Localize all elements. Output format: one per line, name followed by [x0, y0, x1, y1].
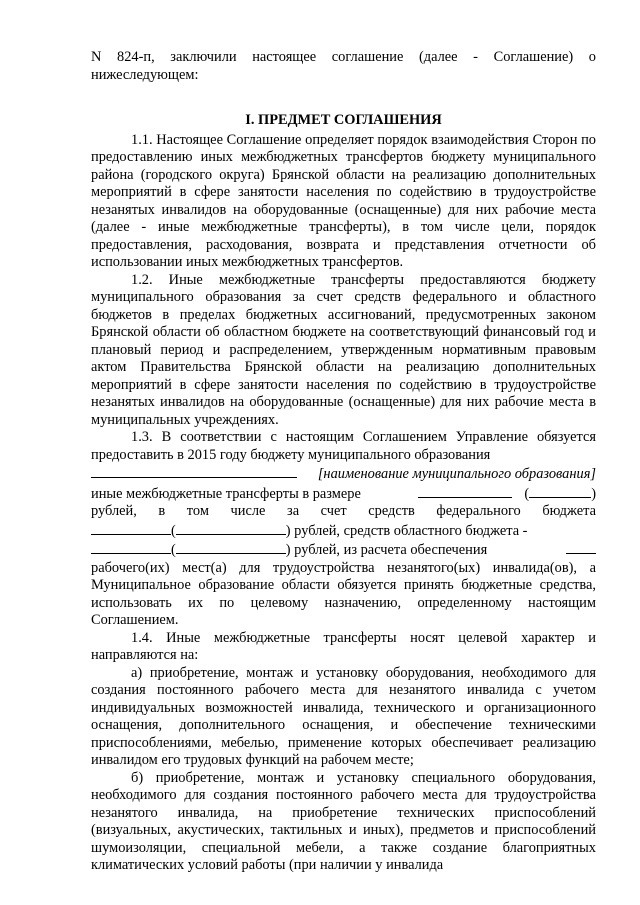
federal-words-blank — [176, 521, 286, 535]
section-heading: I. ПРЕДМЕТ СОГЛАШЕНИЯ — [245, 112, 442, 128]
clause-1-3-lead: 1.3. В соответствии с настоящим Соглашением Управление обязуется предоставить в 2015 году бюджету муниципального образования — [91, 429, 596, 463]
regional-amount-blank — [91, 540, 171, 554]
amount-words-blank — [529, 484, 591, 498]
clause-1-3-federal-row: ( ) рублей, средств областного бюджета - — [91, 521, 596, 541]
clause-1-3-regional-row: ( ) рублей, из расчета обеспечения — [91, 540, 596, 560]
amount-blank — [418, 484, 512, 498]
clause-1-3-rest: рабочего(их) мест(а) для трудоустройства незанятого(ых) инвалида(ов), а Муниципальное образование области обязуется принять бюджетные средства, использовать их по целевому назначению, определенному настоящим Соглашением. — [91, 559, 596, 628]
regional-words-blank — [176, 540, 286, 554]
workplaces-blank — [566, 540, 596, 554]
calc-label: ) рублей, из расчета обеспечения — [285, 542, 488, 558]
amount-label: иные межбюджетные трансферты в размере — [91, 485, 361, 502]
clause-1-4-item-b: б) приобретение, монтаж и установку специального оборудования, необходимого для создания постоянного рабочего места для трудоустройства незанятого инвалида, на приобретение технических приспособлений (визуальных, акустических, тактильных и иных), предметов и приспособлений шумоизоляции, специальной мебели, а также создание благоприятных климатических условий работы (при наличии у инвалида — [91, 769, 596, 873]
municipality-blank — [91, 464, 297, 478]
clause-1-1: 1.1. Настоящее Соглашение определяет порядок взаимодействия Сторон по предоставлению иных межбюджетных трансфертов бюджету муниципального района (городского округа) Брянской области на реализацию дополнительных мероприятий в сфере занятости населения по содействию в трудоустройстве незанятых инвалидов на оборудованные (оснащенные) для них рабочие места (далее - иные межбюджетные трансферты), в том числе цели, порядок предоставления, расходования, возврата и представления отчетности об использовании иных межбюджетных трансфертов. — [91, 131, 596, 270]
intro-paragraph: N 824-п, заключили настоящее соглашение (далее - Соглашение) о нижеследующем: — [91, 49, 596, 83]
federal-line: рублей, в том числе за счет средств федерального бюджета — [91, 503, 596, 519]
municipality-placeholder: [наименование муниципального образования] — [317, 466, 596, 482]
clause-1-2: 1.2. Иные межбюджетные трансферты предоставляются бюджету муниципального образования за счет средств федерального и областного бюджетов в пределах бюджетных ассигнований, предусмотренных законом Брянской области об областном бюджете на соответствующий финансовый год и плановый период и распределением, утвержденным нормативным правовым актом Правительства Брянской области на реализацию дополнительных мероприятий в сфере занятости населения по содействию в трудоустройстве незанятых инвалидов на оборудованные (оснащенные) для них рабочие места в муниципальных учреждениях. — [91, 271, 596, 428]
regional-label: ) рублей, средств областного бюджета - — [285, 522, 528, 539]
clause-1-3 — [91, 429, 596, 630]
clause-1-4-item-a: а) приобретение, монтаж и установку оборудования, необходимого для создания постоянного рабочего места для незанятого инвалида с учетом индивидуальных возможностей инвалида, технического и организационного оснащения, дополнительного оснащения, и обеспечение техническими приспособлениями, мебелью, применение которых обеспечивает реализацию инвалидом его трудовых функций на рабочем месте; — [91, 664, 596, 768]
clause-1-3-amount-row: иные межбюджетные трансферты в размере ( ) — [91, 485, 596, 502]
federal-amount-blank — [91, 521, 171, 535]
clause-1-3-municipality-row — [91, 464, 596, 484]
clause-1-4: 1.4. Иные межбюджетные трансферты носят целевой характер и направляются на: — [91, 629, 596, 663]
